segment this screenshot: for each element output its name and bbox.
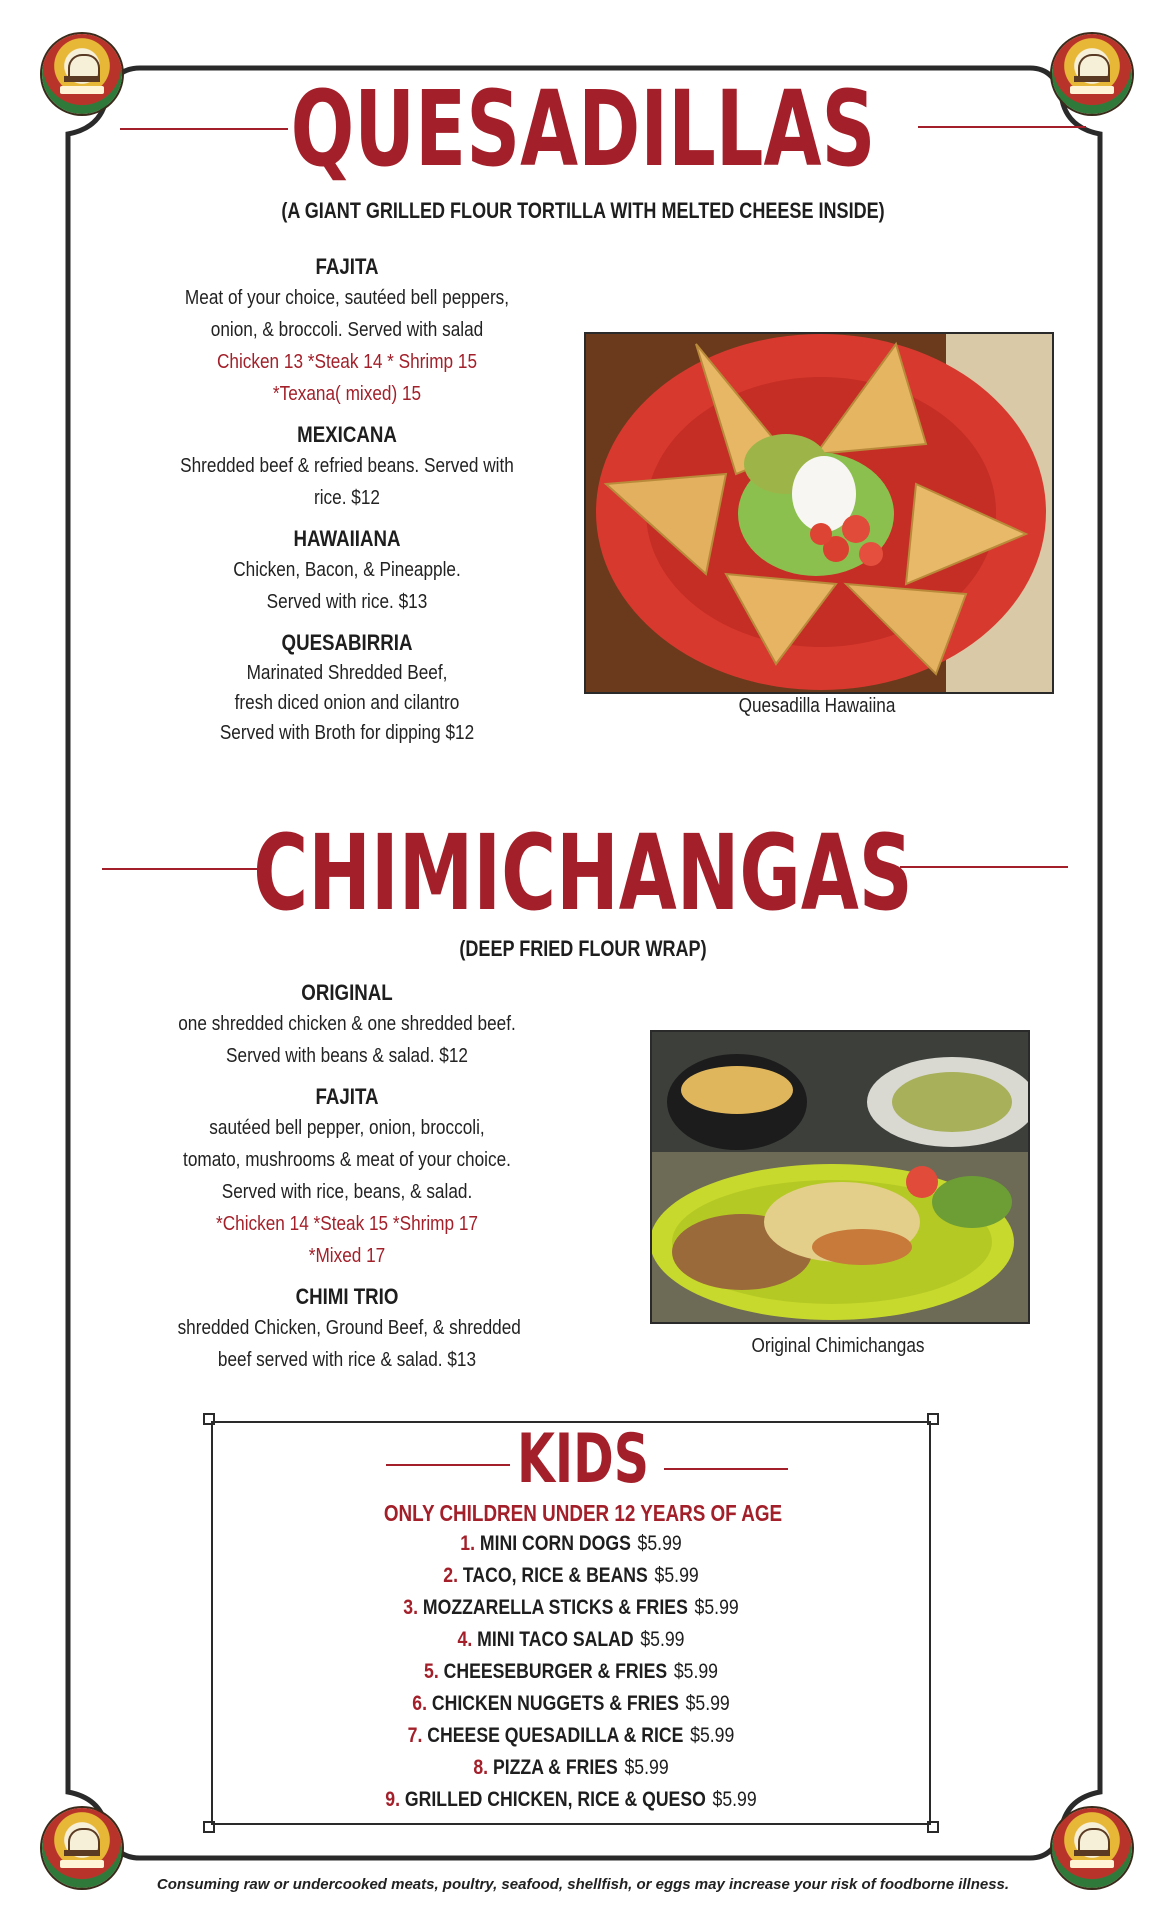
kids-item-price: $5.99 (654, 1564, 699, 1587)
item-name: QUESABIRRIA (281, 630, 413, 655)
item-name: FAJITA (315, 1084, 379, 1109)
kids-item-name: CHEESE QUESADILLA & RICE (427, 1724, 684, 1747)
item-price: *Texana( mixed) 15 (272, 383, 422, 405)
kids-item-price: $5.99 (673, 1660, 718, 1683)
kids-item-name: GRILLED CHICKEN, RICE & QUESO (404, 1788, 706, 1811)
quesadilla-plate-illustration (586, 334, 1052, 692)
kids-item-price: $5.99 (637, 1532, 682, 1555)
kids-item (259, 1656, 882, 1688)
item-desc: Chicken, Bacon, & Pineapple. (233, 559, 461, 581)
kids-item-price: $5.99 (624, 1756, 669, 1779)
item-desc: Shredded beef & refried beans. Served with (180, 455, 514, 477)
kids-item-number: 3. (403, 1596, 419, 1619)
item-name: HAWAIIANA (293, 526, 401, 551)
kids-item-number: 6. (412, 1692, 427, 1715)
kids-subtitle: ONLY CHILDREN UNDER 12 YEARS OF AGE (383, 1500, 783, 1526)
item-desc: tomato, mushrooms & meat of your choice. (183, 1149, 511, 1171)
kids-item (259, 1624, 882, 1656)
menu-item-original-chimi (150, 978, 544, 1072)
kids-item (259, 1688, 882, 1720)
kids-item-name: CHEESEBURGER & FRIES (443, 1660, 668, 1683)
kids-item (259, 1752, 882, 1784)
item-name: MEXICANA (297, 422, 397, 447)
item-name: CHIMI TRIO (295, 1284, 399, 1309)
chimichanga-plate-illustration (652, 1032, 1028, 1322)
item-desc: sautéed bell pepper, onion, broccoli, (209, 1117, 485, 1139)
item-desc: Served with rice, beans, & salad. (221, 1181, 473, 1203)
quesadilla-photo-caption: Quesadilla Hawaiina (738, 695, 896, 717)
item-desc: beef served with rice & salad. $13 (217, 1349, 477, 1371)
item-desc: Served with beans & salad. $12 (226, 1045, 468, 1067)
menu-item-quesabirria (150, 628, 544, 748)
menu-item-mexicana (150, 420, 544, 514)
item-desc: Served with Broth for dipping $12 (219, 722, 475, 744)
kids-item-price: $5.99 (685, 1692, 730, 1715)
kids-items-list (200, 1528, 942, 1816)
item-price: Chicken 13 *Steak 14 * Shrimp 15 (216, 351, 478, 373)
menu-item-hawaiiana (150, 524, 544, 618)
kids-item-number: 2. (443, 1564, 459, 1587)
kids-item-price: $5.99 (694, 1596, 739, 1619)
item-desc: onion, & broccoli. Served with salad (210, 319, 484, 341)
chimichanga-photo-caption: Original Chimichangas (751, 1335, 925, 1357)
chimichangas-subtitle: (DEEP FRIED FLOUR WRAP) (459, 936, 707, 961)
restaurant-logo-top-left (42, 34, 122, 114)
item-desc: fresh diced onion and cilantro (234, 692, 460, 714)
kids-item-price: $5.99 (640, 1628, 685, 1651)
quesadilla-photo (584, 332, 1054, 694)
kids-item-name: MINI CORN DOGS (479, 1532, 631, 1555)
item-name: FAJITA (315, 254, 379, 279)
menu-item-fajita-quesadilla (150, 252, 544, 410)
kids-item-name: MINI TACO SALAD (477, 1628, 634, 1651)
chimichanga-photo (650, 1030, 1030, 1324)
food-safety-disclaimer: Consuming raw or undercooked meats, poultry, seafood, shellfish, or eggs may increase your risk of foodborne illness. (156, 1876, 1010, 1893)
kids-item-price: $5.99 (712, 1788, 757, 1811)
kids-item-name: PIZZA & FRIES (492, 1756, 618, 1779)
kids-title: KIDS (516, 1420, 650, 1499)
item-price: *Mixed 17 (308, 1245, 386, 1267)
item-desc: shredded Chicken, Ground Beef, & shredded (177, 1317, 521, 1339)
menu-item-chimi-trio (150, 1282, 544, 1376)
kids-item (259, 1720, 882, 1752)
chimichangas-items (150, 978, 544, 1376)
kids-item-number: 4. (457, 1628, 473, 1651)
kids-item-number: 9. (385, 1788, 401, 1811)
chimichangas-title: CHIMICHANGAS (253, 812, 913, 934)
kids-item-number: 1. (460, 1532, 476, 1555)
kids-item-name: MOZZARELLA STICKS & FRIES (422, 1596, 688, 1619)
quesadillas-items (150, 252, 544, 748)
item-price: *Chicken 14 *Steak 15 *Shrimp 17 (216, 1213, 478, 1235)
kids-item-price: $5.99 (690, 1724, 735, 1747)
kids-item-number: 8. (473, 1756, 489, 1779)
restaurant-logo-top-right (1052, 34, 1132, 114)
item-desc: Marinated Shredded Beef, (246, 662, 448, 684)
kids-item-number: 7. (407, 1724, 423, 1747)
item-desc: Served with rice. $13 (266, 591, 428, 613)
quesadillas-subtitle: (A GIANT GRILLED FLOUR TORTILLA WITH MELTED CHEESE INSIDE) (281, 198, 885, 223)
kids-item (259, 1592, 882, 1624)
menu-item-fajita-chimi (150, 1082, 544, 1272)
kids-item-name: TACO, RICE & BEANS (462, 1564, 648, 1587)
item-name: ORIGINAL (301, 980, 393, 1005)
kids-item (259, 1784, 882, 1816)
kids-item (259, 1560, 882, 1592)
kids-item-name: CHICKEN NUGGETS & FRIES (431, 1692, 679, 1715)
item-desc: rice. $12 (314, 487, 380, 509)
item-desc: one shredded chicken & one shredded beef. (178, 1013, 516, 1035)
kids-item (259, 1528, 882, 1560)
kids-item-number: 5. (424, 1660, 439, 1683)
item-desc: Meat of your choice, sautéed bell peppers, (184, 287, 510, 309)
quesadillas-title: QUESADILLAS (290, 68, 876, 190)
